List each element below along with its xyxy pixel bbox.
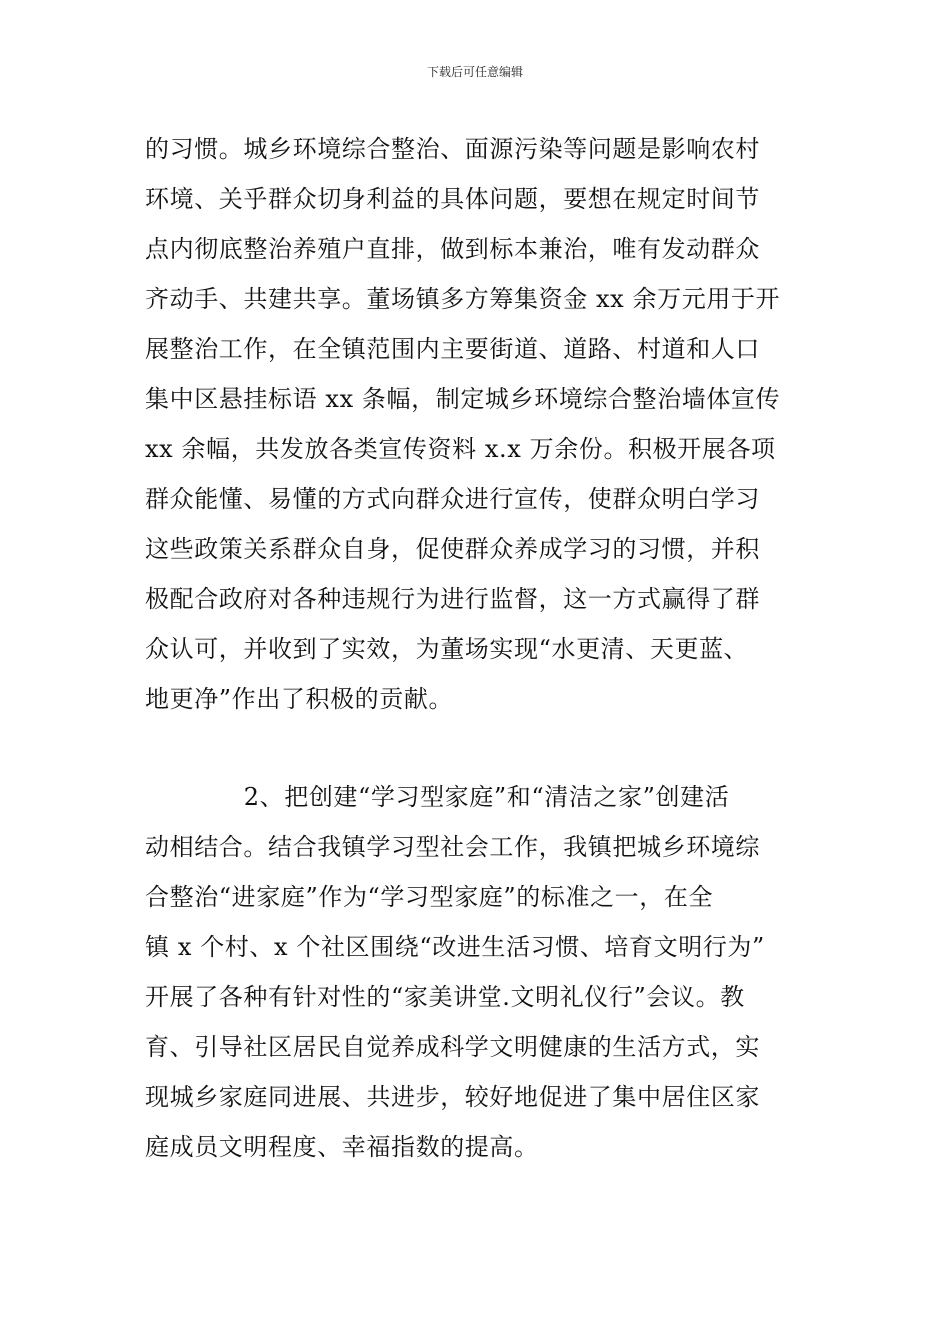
text-line: 现城乡家庭同进展、共进步，较好地促进了集中居住区家 [145,1083,760,1111]
text-line: 极配合政府对各种违规行为进行监督，这一方式赢得了群 [145,585,760,613]
text-line: 合整治“进家庭”作为“学习型家庭”的标准之一，在全 [145,883,714,911]
text-line: 镇 x 个村、x 个社区围绕“改进生活习惯、培育文明行为” [145,933,765,961]
text-line: 地更净”作出了积极的贡献。 [145,685,454,713]
text-line: 的习惯。城乡环境综合整治、面源污染等问题是影响农村 [145,135,760,163]
text-line: 集中区悬挂标语 xx 条幅，制定城乡环境综合整治墙体宣传 [145,385,781,413]
text-line: 众认可，并收到了实效，为董场实现“水更清、天更蓝、 [145,635,749,663]
text-line: 这些政策关系群众自身，促使群众养成学习的习惯，并积 [145,535,760,563]
text-line: 点内彻底整治养殖户直排，做到标本兼治，唯有发动群众 [145,235,760,263]
text-line: 开展了各种有针对性的“家美讲堂.文明礼仪行”会议。教 [145,983,745,1011]
text-line: 2、把创建“学习型家庭”和“清洁之家”创建活 [145,783,730,811]
text-line: 育、引导社区居民自觉养成科学文明健康的生活方式，实 [145,1033,760,1061]
text-line: 环境、关乎群众切身利益的具体问题，要想在规定时间节 [145,185,760,213]
text-line: 庭成员文明程度、幸福指数的提高。 [145,1133,539,1161]
paragraph-1 [145,124,810,724]
text-line: 群众能懂、易懂的方式向群众进行宣传，使群众明白学习 [145,485,760,513]
paragraph-2 [145,772,810,1172]
text-line: 动相结合。结合我镇学习型社会工作，我镇把城乡环境综 [145,833,760,861]
text-line: xx 余幅，共发放各类宣传资料 x.x 万余份。积极开展各项 [145,435,776,463]
text-line: 齐动手、共建共享。董场镇多方筹集资金 xx 余万元用于开 [145,285,781,313]
page-header: 下载后可任意编辑 [426,65,523,79]
text-line: 展整治工作，在全镇范围内主要街道、道路、村道和人口 [145,335,760,363]
